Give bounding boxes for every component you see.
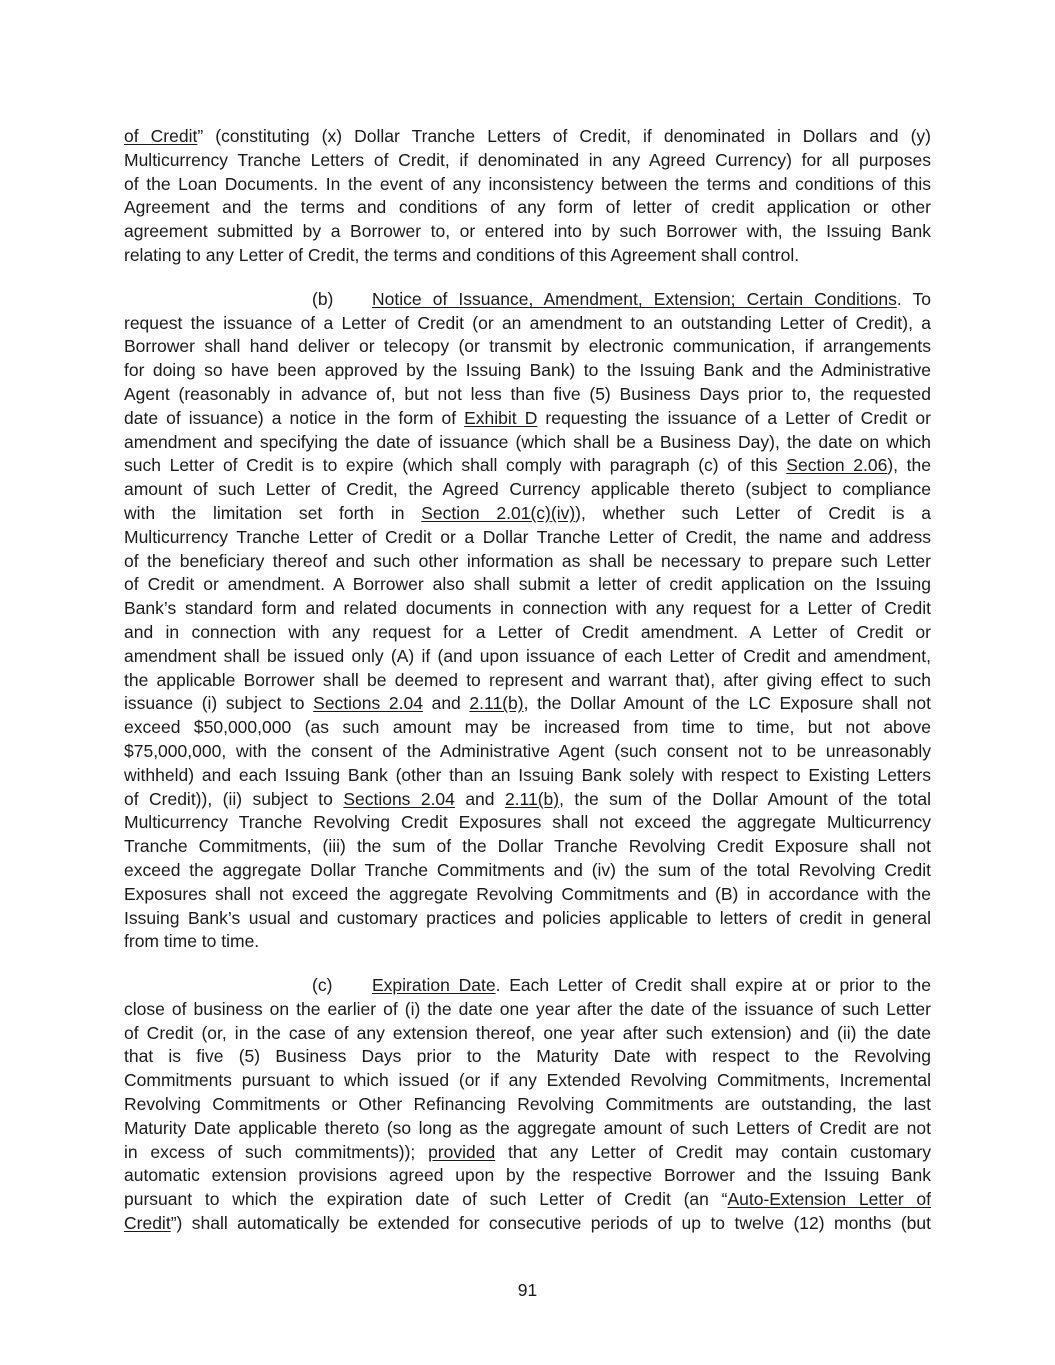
text-run: pursuant to which the expiration date of such Letter of Credit (an “: [124, 1189, 728, 1210]
text-run: from time to time.: [124, 931, 260, 952]
text-line: [124, 1164, 931, 1188]
text-run: of Credit or amendment. A Borrower also shall submit a letter of credit application on the Issuing: [124, 574, 931, 595]
paragraph: [124, 974, 931, 1236]
text-line: [124, 407, 931, 431]
text-run: Agreement and the terms and conditions of any form of letter of credit application or other: [124, 197, 931, 218]
text-run: . Each Letter of Credit shall expire at or prior to the: [495, 975, 931, 996]
text-run: and: [454, 788, 505, 809]
text-line: [124, 669, 931, 693]
text-run: exceed $50,000,000 (as such amount may be increased from time to time, but not above: [124, 717, 931, 738]
text-run: Multicurrency Tranche Revolving Credit Exposures shall not exceed the aggregate Multicurrency: [124, 812, 931, 833]
text-line: [124, 1188, 931, 1212]
text-line: [124, 859, 931, 883]
text-line: [124, 740, 931, 764]
text-line: [124, 835, 931, 859]
text-line: [124, 335, 931, 359]
text-run: , the Dollar Amount of the LC Exposure shall not: [523, 693, 931, 714]
text-line: [124, 312, 931, 336]
text-run: amendment shall be issued only (A) if (and upon issuance of each Letter of Credit and amendment,: [124, 645, 931, 666]
text-line: [124, 196, 931, 220]
text-run: Exposures shall not exceed the aggregate Revolving Commitments and (B) in accordance with the: [124, 883, 931, 904]
underlined-term: Auto-Extension Letter of: [727, 1189, 932, 1210]
text-line: [124, 1093, 931, 1117]
underlined-term: Exhibit D: [464, 407, 538, 428]
section-label: (b): [312, 288, 334, 309]
text-run: Tranche Commitments, (iii) the sum of the Dollar Tranche Revolving Credit Exposure shall not: [124, 836, 931, 857]
text-run: relating to any Letter of Credit, the terms and conditions of this Agreement shall control.: [124, 244, 800, 265]
text-line: [124, 502, 931, 526]
text-line: [124, 764, 931, 788]
text-run: for doing so have been approved by the Issuing Bank) to the Issuing Bank and the Administrative: [124, 360, 931, 381]
text-run: Multicurrency Tranche Letter of Credit or a Dollar Tranche Letter of Credit, the name and address: [124, 526, 931, 547]
paragraph: [124, 288, 931, 954]
text-line: [124, 431, 931, 455]
text-run: that is five (5) Business Days prior to the Maturity Date with respect to the Revolving: [124, 1046, 931, 1067]
text-run: Borrower shall hand deliver or telecopy (or transmit by electronic communication, if arrangements: [124, 336, 931, 357]
text-run: Issuing Bank’s usual and customary practices and policies applicable to letters of credit in general: [124, 907, 931, 928]
text-run: date of issuance) a notice in the form of: [124, 407, 465, 428]
text-line: [124, 930, 931, 954]
text-run: ”) shall automatically be extended for consecutive periods of up to twelve (12) months (but: [170, 1213, 931, 1234]
text-run: of the beneficiary thereof and such other information as shall be necessary to prepare such Letter: [124, 550, 931, 571]
text-run: agreement submitted by a Borrower to, or entered into by such Borrower with, the Issuing Bank: [124, 221, 931, 242]
text-run: requesting the issuance of a Letter of Credit or: [537, 407, 931, 428]
text-run: the applicable Borrower shall be deemed to represent and warrant that), after giving effect to such: [124, 669, 931, 690]
text-run: Bank’s standard form and related documents in connection with any request for a Letter of Credit: [124, 598, 931, 619]
text-run: request the issuance of a Letter of Credit (or an amendment to an outstanding Letter of Credit), a: [124, 312, 931, 333]
text-line: [124, 645, 931, 669]
text-run: . To: [896, 288, 932, 309]
underlined-term: Section 2.06: [786, 455, 888, 476]
text-run: $75,000,000, with the consent of the Administrative Agent (such consent not to be unreasonably: [124, 740, 931, 761]
text-line: [124, 597, 931, 621]
text-line: [124, 220, 931, 244]
text-run: in excess of such commitments));: [124, 1141, 429, 1162]
text-run: ” (constituting (x) Dollar Tranche Letters of Credit, if denominated in Dollars and (y): [197, 126, 931, 146]
text-run: Maturity Date applicable thereto (so long as the aggregate amount of such Letters of Credit are not: [124, 1117, 931, 1138]
text-run: of Credit (or, in the case of any extension thereof, one year after such extension) and (ii) the date: [124, 1022, 931, 1043]
text-line: [124, 788, 931, 812]
text-line: [124, 149, 931, 173]
page-number: 91: [517, 1280, 538, 1300]
paragraph: [124, 125, 931, 268]
underlined-term: of Credit: [124, 126, 198, 146]
text-line: [124, 974, 931, 998]
text-run: and in connection with any request for a Letter of Credit amendment. A Letter of Credit or: [124, 621, 931, 642]
section-label: (c): [312, 975, 333, 996]
text-run: ), whether such Letter of Credit is a: [575, 502, 932, 523]
text-line: [124, 383, 931, 407]
text-line: [124, 526, 931, 550]
text-run: that any Letter of Credit may contain customary: [495, 1141, 931, 1162]
underlined-term: 2.11(b): [504, 788, 560, 809]
text-run: Commitments pursuant to which issued (or if any Extended Revolving Commitments, Incremental: [124, 1070, 931, 1091]
text-run: Agent (reasonably in advance of, but not less than five (5) Business Days prior to, the requested: [124, 383, 931, 404]
text-run: such Letter of Credit is to expire (which shall comply with paragraph (c) of this: [124, 455, 787, 476]
text-run: Multicurrency Tranche Letters of Credit, if denominated in any Agreed Currency) for all purposes: [124, 149, 931, 170]
text-line: [124, 454, 931, 478]
text-run: , the sum of the Dollar Amount of the total: [559, 788, 931, 809]
text-run: withheld) and each Issuing Bank (other than an Issuing Bank solely with respect to Existing Letters: [124, 764, 931, 785]
underlined-term: provided: [428, 1141, 496, 1162]
underlined-term: Expiration Date: [372, 975, 496, 996]
text-line: [124, 621, 931, 645]
text-line: [124, 125, 931, 149]
text-run: exceed the aggregate Dollar Tranche Commitments and (iv) the sum of the total Revolving Credit: [124, 859, 931, 880]
text-line: [124, 1022, 931, 1046]
text-run: amount of such Letter of Credit, the Agreed Currency applicable thereto (subject to compliance: [124, 479, 931, 500]
text-line: [124, 1212, 931, 1236]
text-line: [124, 883, 931, 907]
text-line: [124, 1045, 931, 1069]
text-run: amendment and specifying the date of issuance (which shall be a Business Day), the date on which: [124, 431, 931, 452]
underlined-term: Sections 2.04: [313, 693, 423, 714]
document-body: [124, 125, 931, 1256]
text-run: and: [422, 693, 470, 714]
text-run: ), the: [887, 455, 931, 476]
text-line: [124, 1069, 931, 1093]
text-line: [124, 811, 931, 835]
text-line: [124, 907, 931, 931]
text-run: with the limitation set forth in: [124, 502, 422, 523]
text-run: issuance (i) subject to: [124, 693, 314, 714]
text-line: [124, 998, 931, 1022]
underlined-term: Credit: [124, 1213, 171, 1234]
text-run: of the Loan Documents. In the event of any inconsistency between the terms and conditions of this: [124, 173, 931, 194]
text-line: [124, 550, 931, 574]
text-line: [124, 692, 931, 716]
underlined-term: 2.11(b): [469, 693, 524, 714]
text-run: of Credit)), (ii) subject to: [124, 788, 344, 809]
text-line: [124, 478, 931, 502]
text-line: [124, 1117, 931, 1141]
underlined-term: Notice of Issuance, Amendment, Extension; Certain Conditions: [372, 288, 897, 309]
text-line: [124, 173, 931, 197]
text-run: automatic extension provisions agreed upon by the respective Borrower and the Issuing Bank: [124, 1165, 931, 1186]
underlined-term: Sections 2.04: [343, 788, 455, 809]
text-run: close of business on the earlier of (i) the date one year after the date of the issuance of such Letter: [124, 998, 931, 1019]
text-line: [124, 573, 931, 597]
underlined-term: Section 2.01(c)(iv): [421, 502, 576, 523]
text-run: Revolving Commitments or Other Refinancing Revolving Commitments are outstanding, the last: [124, 1094, 931, 1115]
text-line: [124, 716, 931, 740]
text-line: [124, 1141, 931, 1165]
text-line: [124, 288, 931, 312]
text-line: [124, 244, 931, 268]
text-line: [124, 359, 931, 383]
